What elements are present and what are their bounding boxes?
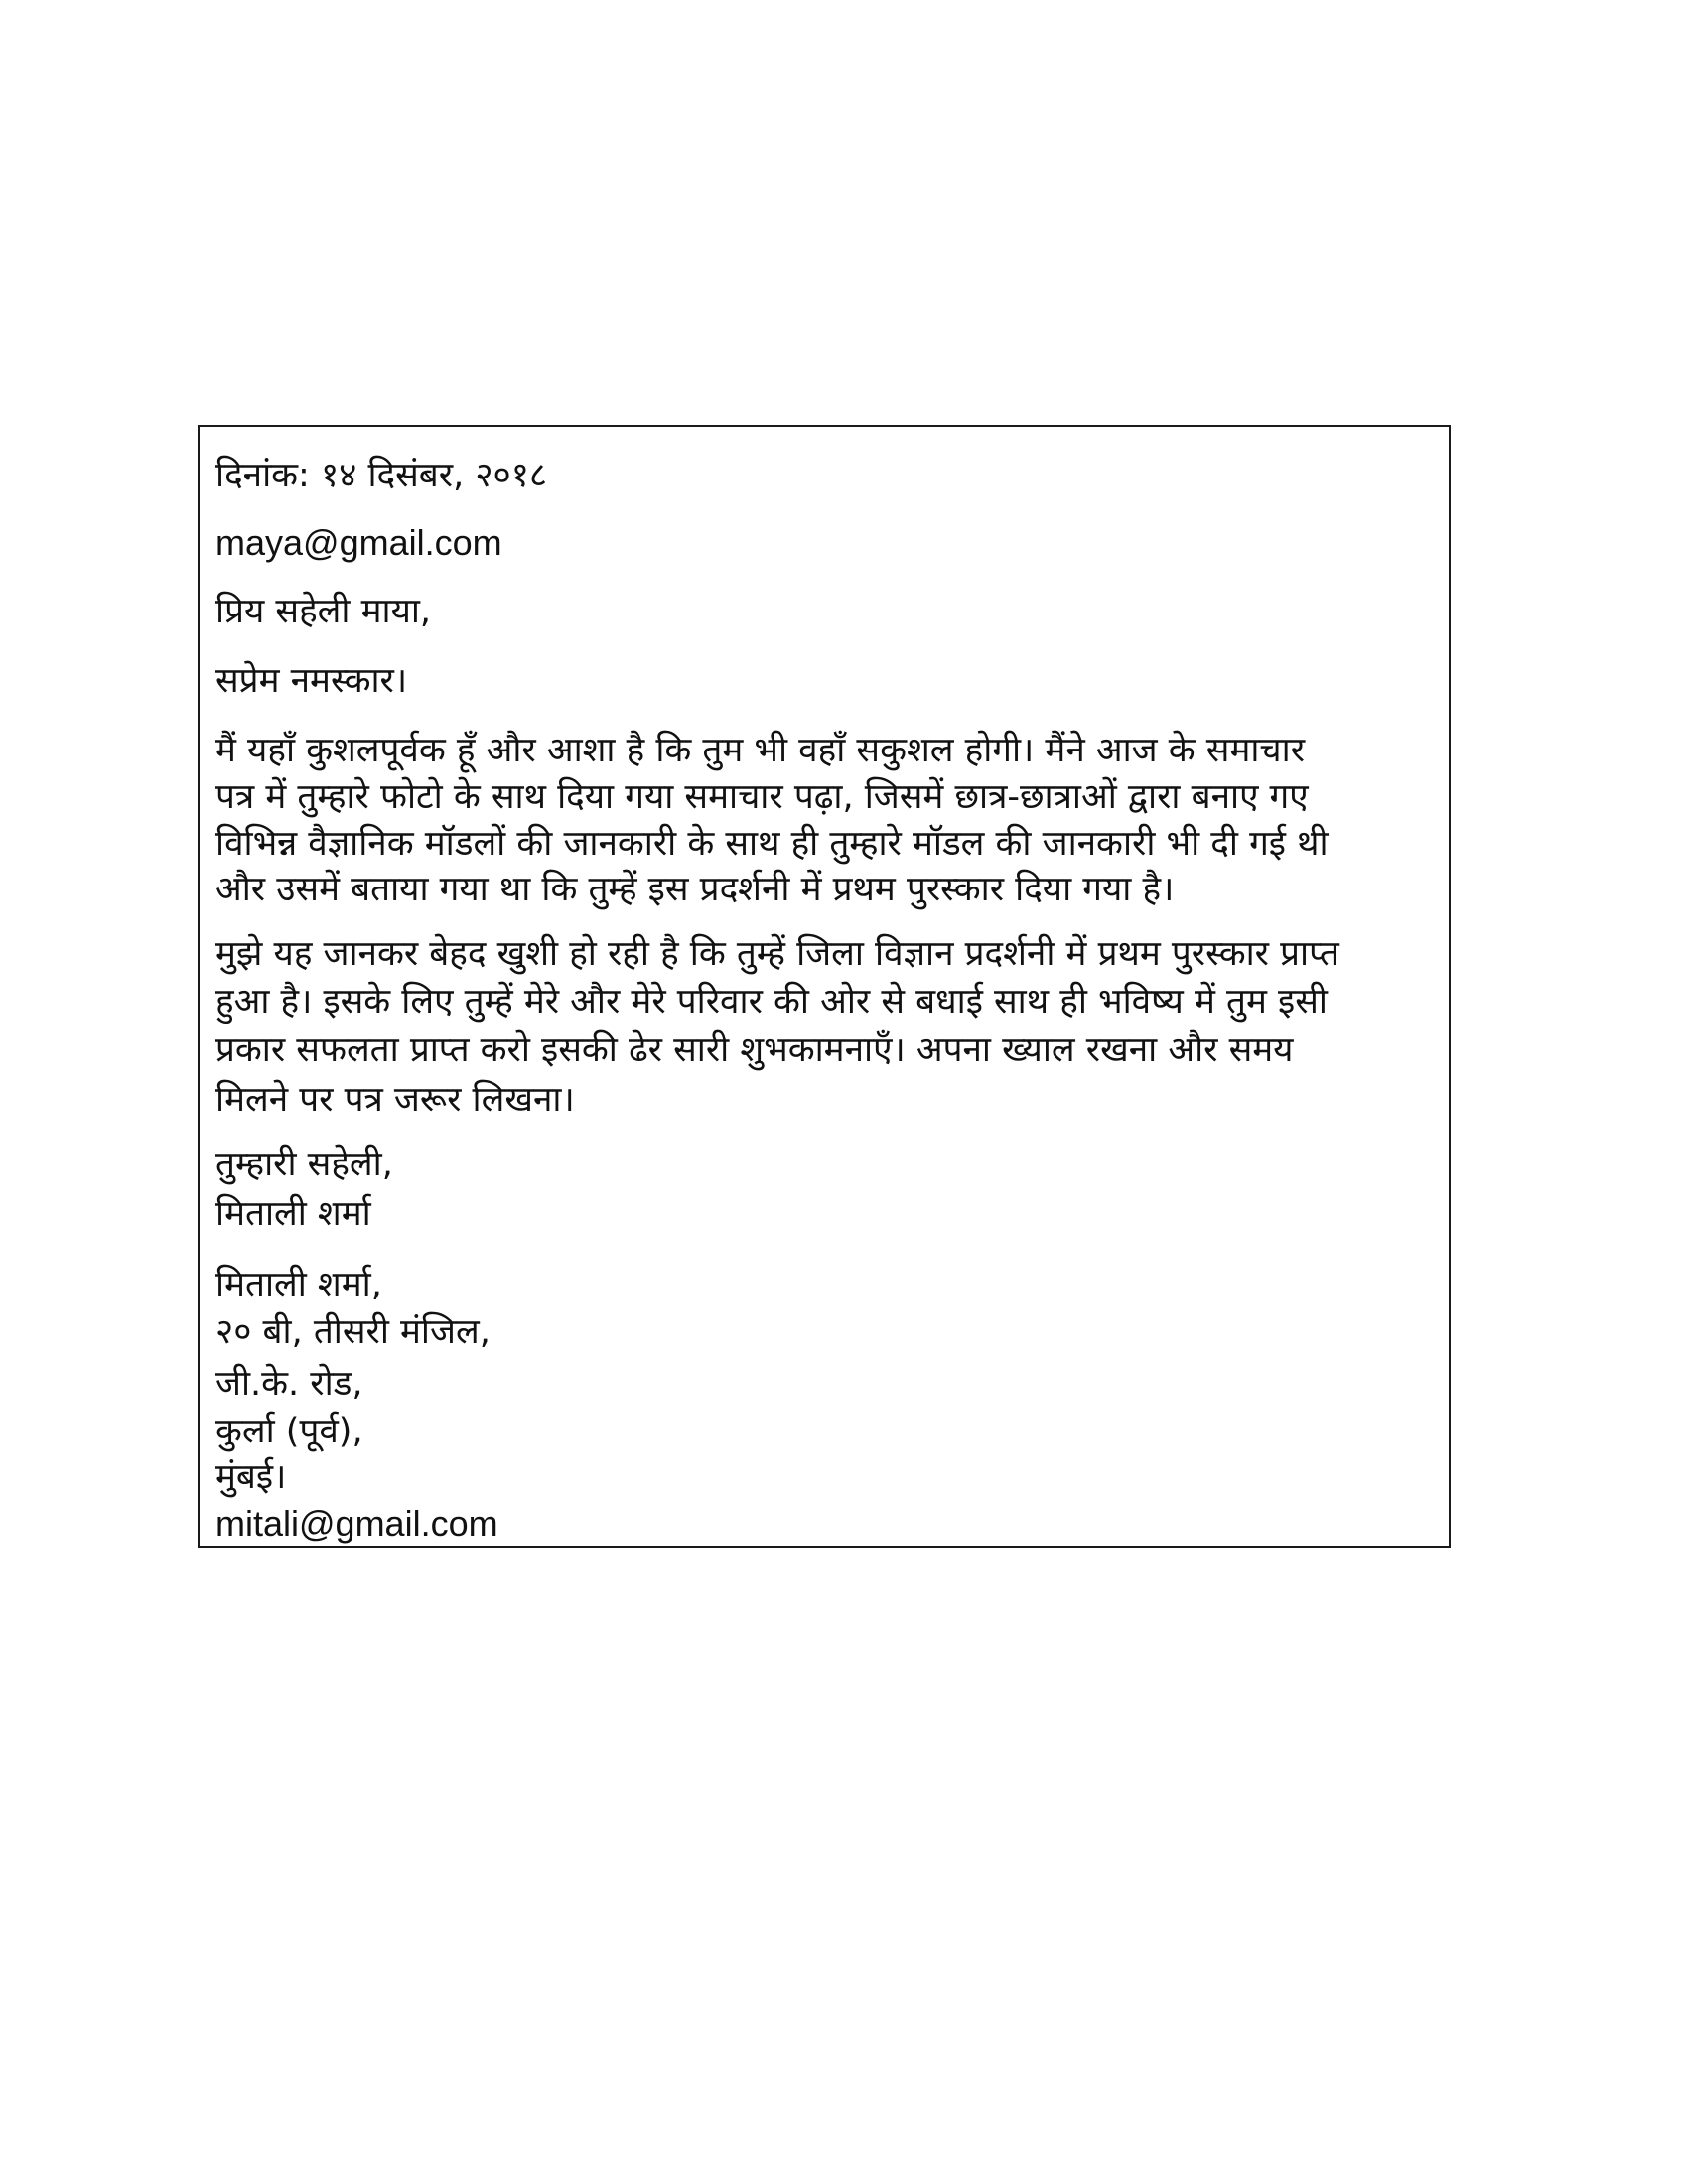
date-line: दिनांक: १४ दिसंबर, २०१८ — [215, 456, 548, 495]
salutation: प्रिय सहेली माया, — [215, 592, 432, 631]
address-line: २० बी, तीसरी मंजिल, — [215, 1312, 491, 1352]
address-line: कुर्ला (पूर्व), — [215, 1412, 363, 1451]
closing-signature: मिताली शर्मा — [215, 1194, 371, 1234]
paragraph-2-line: प्रकार सफलता प्राप्त करो इसकी ढेर सारी शुभकामनाएँ। अपना ख्याल रखना और समय — [215, 1030, 1294, 1070]
address-line: जी.के. रोड, — [215, 1364, 363, 1404]
paragraph-2-line: हुआ है। इसके लिए तुम्हें मेरे और मेरे परिवार की ओर से बधाई साथ ही भविष्य में तुम इसी — [215, 982, 1328, 1022]
paragraph-2-line: मुझे यह जानकर बेहद खुशी हो रही है कि तुम्हें जिला विज्ञान प्रदर्शनी में प्रथम पुरस्कार प्राप्त — [215, 934, 1339, 974]
paragraph-1-line: और उसमें बताया गया था कि तुम्हें इस प्रदर्शनी में प्रथम पुरस्कार दिया गया है। — [215, 870, 1175, 909]
address-line: मिताली शर्मा, — [215, 1265, 382, 1304]
paragraph-2-line: मिलने पर पत्र जरूर लिखना। — [215, 1080, 575, 1120]
address-line: मुंबई। — [215, 1457, 287, 1497]
closing-line: तुम्हारी सहेली, — [215, 1145, 393, 1184]
sender-email: mitali@gmail.com — [215, 1503, 498, 1544]
paragraph-1-line: पत्र में तुम्हारे फोटो के साथ दिया गया समाचार पढ़ा, जिसमें छात्र-छात्राओं द्वारा बनाए गए — [215, 777, 1309, 817]
greeting: सप्रेम नमस्कार। — [215, 661, 408, 701]
paragraph-1-line: मैं यहाँ कुशलपूर्वक हूँ और आशा है कि तुम भी वहाँ सकुशल होगी। मैंने आज के समाचार — [215, 731, 1306, 770]
paragraph-1-line: विभिन्न वैज्ञानिक मॉडलों की जानकारी के साथ ही तुम्हारे मॉडल की जानकारी भी दी गई थी — [215, 824, 1329, 864]
letter-box — [198, 425, 1451, 1548]
recipient-email: maya@gmail.com — [215, 522, 502, 563]
